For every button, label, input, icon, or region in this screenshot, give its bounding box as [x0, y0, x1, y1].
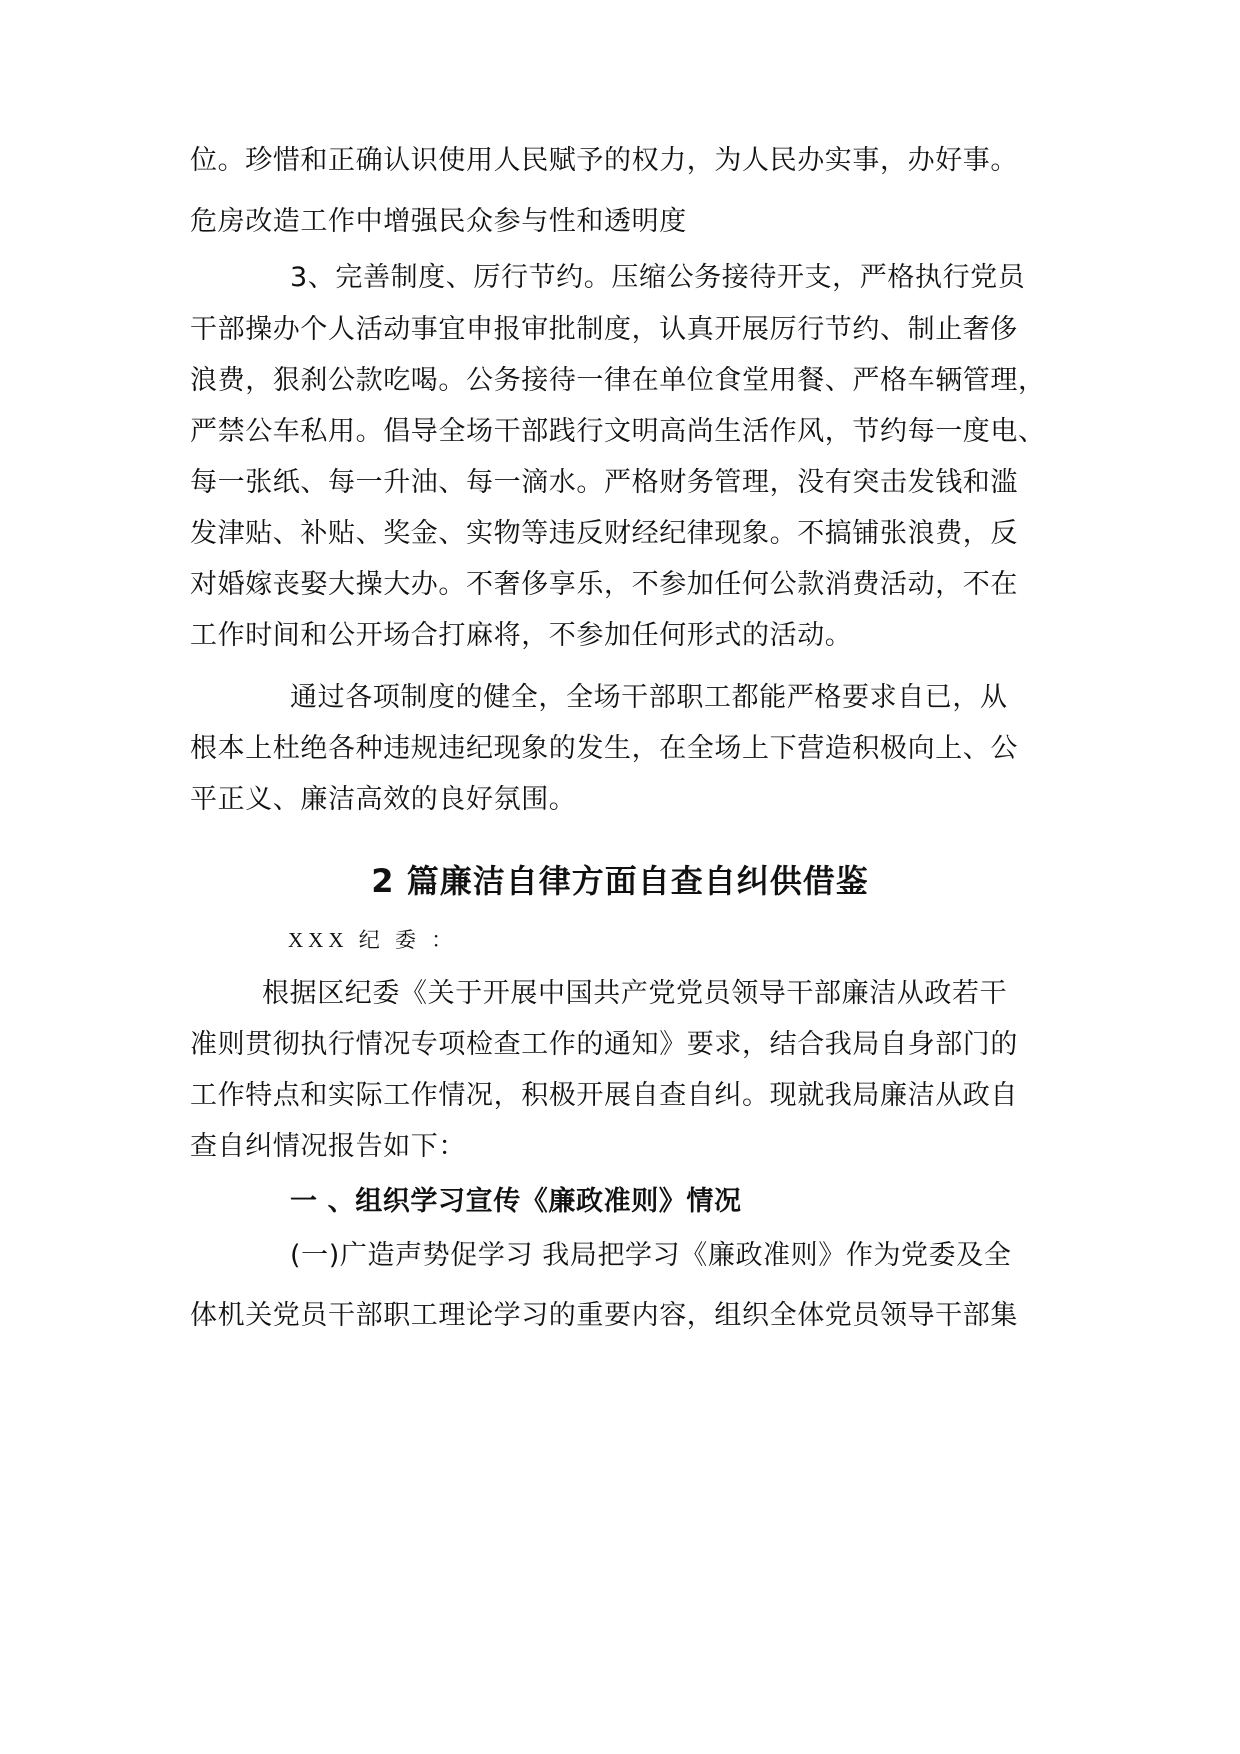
paragraph-line: 平正义、廉洁高效的良好氛围。 [190, 784, 577, 815]
paragraph-line: 查自纠情况报告如下： [190, 1131, 466, 1162]
paragraph-line: 严禁公车私用。倡导全场干部践行文明高尚生活作风，节约每一度电、 [190, 416, 1046, 447]
paragraph-line: 浪费，狠刹公款吃喝。公务接待一律在单位食堂用餐、严格车辆管理， [190, 365, 1046, 396]
paragraph-line: 位。珍惜和正确认识使用人民赋予的权力，为人民办实事，办好事。 [190, 145, 1018, 176]
paragraph-line: 每一张纸、每一升油、每一滴水。严格财务管理，没有突击发钱和滥 [190, 467, 1018, 498]
paragraph-line: 危房改造工作中增强民众参与性和透明度 [190, 206, 687, 237]
paragraph-line: 准则贯彻执行情况专项检查工作的通知》要求，结合我局自身部门的 [190, 1029, 1018, 1060]
paragraph-line: 工作时间和公开场合打麻将，不参加任何形式的活动。 [190, 620, 853, 651]
paragraph-line: (一)广造声势促学习 我局把学习《廉政准则》作为党委及全 [290, 1240, 1012, 1271]
paragraph-line: 体机关党员干部职工理论学习的重要内容，组织全体党员领导干部集 [190, 1300, 1018, 1331]
section-heading: 一 、组织学习宣传《廉政准则》情况 [290, 1186, 742, 1217]
paragraph-line: 3、完善制度、厉行节约。压缩公务接待开支，严格执行党员 [290, 262, 1026, 293]
paragraph-line: 对婚嫁丧娶大操大办。不奢侈享乐，不参加任何公款消费活动，不在 [190, 569, 1018, 600]
addressee: XXX 纪 委 ： [288, 928, 458, 952]
paragraph-line: 工作特点和实际工作情况，积极开展自查自纠。现就我局廉洁从政自 [190, 1080, 1018, 1111]
paragraph-line: 干部操办个人活动事宜申报审批制度，认真开展厉行节约、制止奢侈 [190, 314, 1018, 345]
paragraph-line: 根本上杜绝各种违规违纪现象的发生，在全场上下营造积极向上、公 [190, 733, 1018, 764]
paragraph-line: 根据区纪委《关于开展中国共产党党员领导干部廉洁从政若干 [262, 978, 1008, 1009]
article-title: 2 篇廉洁自律方面自查自纠供借鉴 [371, 862, 869, 900]
paragraph-line: 通过各项制度的健全，全场干部职工都能严格要求自已，从 [290, 682, 1008, 713]
paragraph-line: 发津贴、补贴、奖金、实物等违反财经纪律现象。不搞铺张浪费，反 [190, 518, 1018, 549]
